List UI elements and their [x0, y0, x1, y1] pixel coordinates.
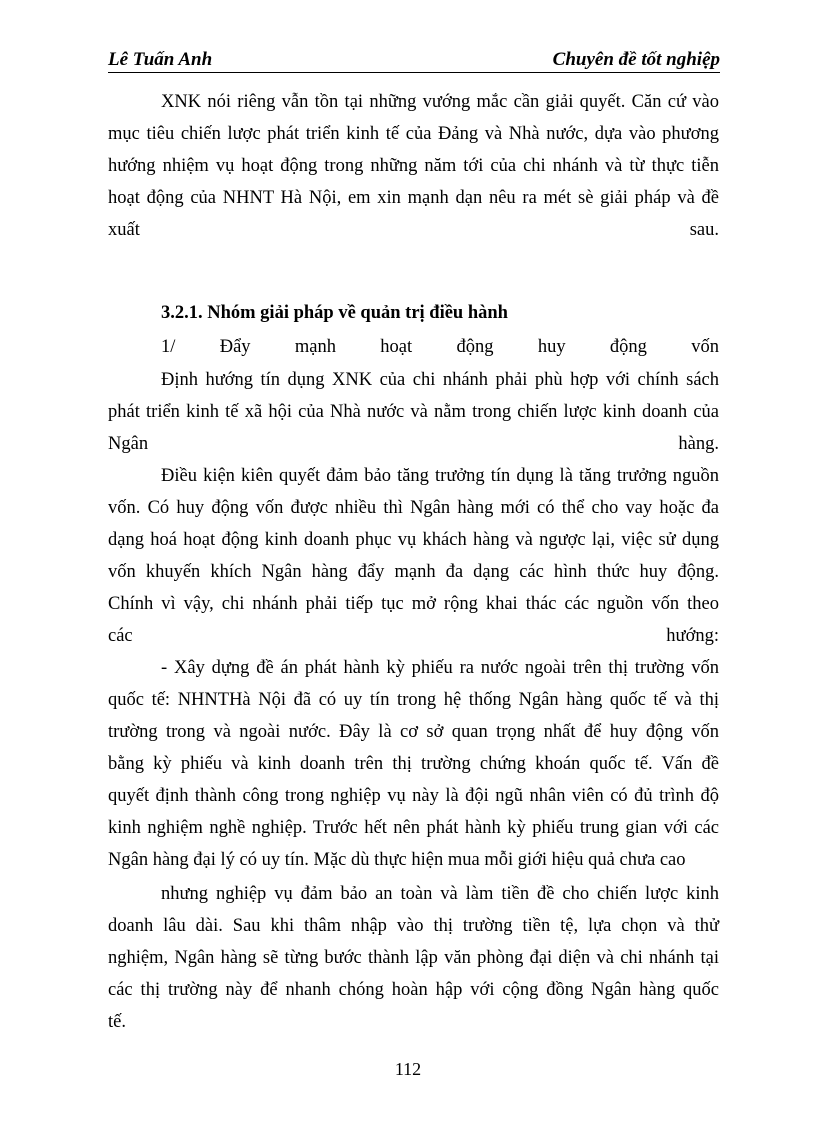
header-author: Lê Tuấn Anh	[108, 49, 213, 70]
body-line: tế.	[108, 1012, 126, 1032]
body-line: Chính vì vậy, chi nhánh phải tiếp tục mở rộng khai thác các nguồn vốn theo	[108, 594, 719, 614]
page-number: 112	[394, 1059, 422, 1079]
body-line: trường trong và ngoài nước. Đây là cơ sở quan trọng nhất để huy động vốn	[108, 722, 719, 742]
body-line: - Xây dựng đề án phát hành kỳ phiếu ra nước ngoài trên thị trường vốn	[161, 658, 719, 678]
body-line: mục tiêu chiến lược phát triển kinh tế của Đảng và Nhà nước, dựa vào phương	[108, 124, 719, 144]
body-line: xuất sau.	[108, 220, 719, 240]
page-header	[108, 48, 720, 73]
body-line: hướng nhiệm vụ hoạt động trong những năm tới của chi nhánh và từ thực tiễn	[108, 156, 719, 176]
body-line: các hướng:	[108, 626, 719, 646]
body-line: nhưng nghiệp vụ đảm bảo an toàn và làm tiền đề cho chiến lược kinh	[161, 884, 719, 904]
body-line: Định hướng tín dụng XNK của chi nhánh phải phù hợp với chính sách	[161, 370, 719, 390]
body-line: nghiệm, Ngân hàng sẽ từng bước thành lập văn phòng đại diện và chi nhánh tại	[108, 948, 719, 968]
body-line: quyết định thành công trong nghiệp vụ này là đội ngũ nhân viên có đủ trình độ	[108, 786, 719, 806]
body-line: vốn. Có huy động vốn được nhiều thì Ngân hàng mới có thể cho vay hoặc đa	[108, 498, 719, 518]
body-line: phát triển kinh tế xã hội của Nhà nước và nằm trong chiến lược kinh doanh của	[108, 402, 719, 422]
body-line: Ngân hàng.	[108, 434, 719, 454]
body-line: doanh lâu dài. Sau khi thâm nhập vào thị trường tiền tệ, lựa chọn và thử	[108, 916, 719, 936]
subsection-heading: 1/ Đẩy mạnh hoạt động huy động vốn	[161, 337, 719, 357]
body-line: Điều kiện kiên quyết đảm bảo tăng trưởng tín dụng là tăng trưởng nguồn	[161, 466, 719, 486]
body-line: quốc tế: NHNTHà Nội đã có uy tín trong hệ thống Ngân hàng quốc tế và thị	[108, 690, 719, 710]
body-line: dạng hoá hoạt động kinh doanh phục vụ khách hàng và ngược lại, việc sử dụng	[108, 530, 719, 550]
body-line: Ngân hàng đại lý có uy tín. Mặc dù thực hiện mua mỗi giới hiệu quả chưa cao	[108, 850, 686, 870]
section-heading: 3.2.1. Nhóm giải pháp về quản trị điều hành	[161, 303, 508, 323]
header-doc-type: Chuyên đề tốt nghiệp	[552, 49, 720, 70]
body-line: hoạt động của NHNT Hà Nội, em xin mạnh dạn nêu ra mét sè giải pháp và đề	[108, 188, 719, 208]
body-line: vốn khuyến khích Ngân hàng đẩy mạnh đa dạng các hình thức huy động.	[108, 562, 719, 582]
body-line: các thị trường này để nhanh chóng hoàn hập với cộng đồng Ngân hàng quốc	[108, 980, 719, 1000]
body-line: kinh nghiệm nghề nghiệp. Trước hết nên phát hành kỳ phiếu trung gian với các	[108, 818, 719, 838]
body-line: XNK nói riêng vẫn tồn tại những vướng mắc cần giải quyết. Căn cứ vào	[161, 92, 719, 112]
body-line: bằng kỳ phiếu và kinh doanh trên thị trường chứng khoán quốc tế. Vấn đề	[108, 754, 719, 774]
